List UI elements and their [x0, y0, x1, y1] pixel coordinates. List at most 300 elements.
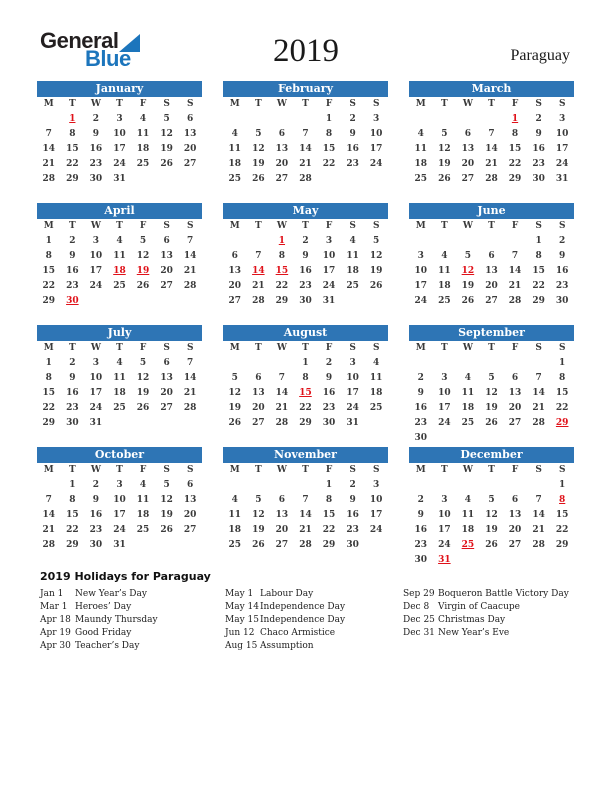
weekday-label: M: [415, 465, 426, 475]
date-cell: 3: [559, 113, 566, 124]
holiday-date-cell: 18: [113, 265, 126, 276]
date-cell: 15: [555, 509, 569, 520]
date-cell: 22: [555, 402, 569, 413]
month-may: [223, 203, 388, 325]
weekday-label: S: [558, 221, 566, 231]
date-cell: 12: [252, 143, 265, 154]
date-cell: 18: [228, 524, 242, 535]
empty-cell: [550, 430, 574, 445]
date-cell: 30: [414, 432, 428, 443]
date-cell: 18: [369, 387, 383, 398]
empty-cell: [480, 233, 504, 248]
date-cell: 25: [113, 280, 126, 291]
weekday-label: W: [462, 465, 473, 475]
date-cell: 16: [89, 509, 103, 520]
date-cell: 13: [461, 143, 475, 154]
date-cell: 4: [116, 235, 123, 246]
date-cell: 26: [369, 280, 383, 291]
date-cell: 7: [255, 250, 262, 261]
weekday-label: W: [462, 221, 473, 231]
month-august: [223, 325, 388, 447]
date-cell: 6: [255, 372, 262, 383]
date-cell: 20: [160, 387, 173, 398]
weekday-label: T: [488, 221, 495, 231]
date-cell: 24: [322, 280, 336, 291]
date-cell: 20: [183, 143, 197, 154]
date-cell: 28: [485, 173, 498, 184]
date-cell: 8: [535, 250, 542, 261]
date-cell: 10: [438, 387, 451, 398]
date-cell: 30: [322, 417, 336, 428]
date-cell: 23: [89, 158, 103, 169]
date-cell: 22: [42, 280, 56, 291]
empty-cell: [456, 477, 480, 492]
date-cell: 19: [485, 402, 498, 413]
holiday-entry-name: New Year’s Day: [75, 589, 147, 599]
date-cell: 11: [228, 509, 242, 520]
weekday-label: W: [276, 465, 287, 475]
holiday-date-cell: 12: [461, 265, 475, 276]
date-cell: 27: [183, 524, 197, 535]
empty-cell: [433, 111, 457, 126]
date-cell: 15: [322, 509, 336, 520]
holiday-entry: [403, 588, 580, 601]
empty-cell: [317, 171, 341, 186]
date-cell: 6: [464, 128, 472, 139]
date-cell: 19: [136, 387, 150, 398]
date-cell: 27: [275, 173, 289, 184]
date-cell: 10: [369, 494, 383, 505]
date-cell: 4: [373, 357, 380, 368]
date-cell: 13: [508, 387, 522, 398]
empty-cell: [364, 415, 388, 430]
date-cell: 9: [417, 387, 424, 398]
weekday-label: F: [511, 221, 519, 231]
date-cell: 21: [299, 524, 312, 535]
date-cell: 17: [346, 387, 359, 398]
date-cell: 15: [322, 143, 336, 154]
date-cell: 16: [414, 524, 428, 535]
date-cell: 28: [183, 402, 197, 413]
date-cell: 26: [485, 417, 498, 428]
empty-cell: [433, 355, 457, 370]
date-cell: 13: [275, 509, 289, 520]
date-cell: 28: [252, 295, 265, 306]
date-cell: 24: [438, 417, 451, 428]
date-cell: 12: [369, 250, 383, 261]
date-cell: 16: [532, 143, 545, 154]
date-cell: 23: [414, 417, 428, 428]
date-cell: 9: [559, 250, 566, 261]
date-cell: 22: [532, 280, 545, 291]
date-cell: 9: [69, 250, 76, 261]
date-cell: 5: [163, 479, 170, 490]
date-cell: 28: [299, 539, 312, 550]
date-cell: 11: [461, 387, 475, 398]
month-title: December: [409, 447, 574, 463]
date-cell: 24: [555, 158, 569, 169]
date-cell: 28: [183, 280, 197, 291]
date-cell: 24: [113, 524, 126, 535]
weekday-label: T: [116, 99, 123, 109]
empty-cell: [247, 233, 271, 248]
date-cell: 3: [92, 235, 100, 246]
holiday-entry: [225, 614, 403, 627]
weekday-label: W: [90, 221, 101, 231]
date-cell: 18: [136, 143, 150, 154]
weekday-label: T: [254, 221, 262, 231]
empty-cell: [503, 355, 527, 370]
date-cell: 13: [160, 372, 173, 383]
date-cell: 18: [414, 158, 428, 169]
date-cell: 6: [278, 128, 286, 139]
weekday-label: S: [535, 99, 542, 109]
date-cell: 20: [183, 509, 197, 520]
weekday-label: S: [558, 343, 566, 353]
date-cell: 4: [464, 372, 472, 383]
holiday-columns: [40, 588, 580, 653]
weekday-label: M: [415, 99, 426, 109]
date-cell: 26: [485, 539, 498, 550]
holiday-column: [403, 588, 580, 653]
empty-cell: [456, 111, 480, 126]
date-cell: 6: [187, 479, 194, 490]
month-title: August: [223, 325, 388, 341]
empty-cell: [409, 355, 433, 370]
date-cell: 29: [42, 417, 56, 428]
date-cell: 5: [255, 128, 262, 139]
holiday-entry-name: Heroes’ Day: [75, 602, 132, 612]
date-cell: 8: [325, 128, 333, 139]
date-cell: 7: [488, 128, 495, 139]
holiday-entry-date: Aug 15: [225, 641, 258, 651]
date-cell: 8: [69, 128, 76, 139]
date-cell: 1: [559, 479, 566, 490]
date-cell: 17: [89, 387, 103, 398]
empty-cell: [341, 171, 365, 186]
date-cell: 5: [373, 235, 380, 246]
date-cell: 15: [508, 143, 522, 154]
date-cell: 16: [89, 143, 103, 154]
date-cell: 26: [160, 158, 173, 169]
date-cell: 9: [349, 128, 356, 139]
empty-cell: [503, 552, 527, 567]
empty-cell: [409, 233, 433, 248]
weekday-label: S: [186, 221, 194, 231]
date-cell: 8: [45, 250, 52, 261]
date-cell: 6: [163, 235, 170, 246]
date-cell: 2: [92, 113, 100, 124]
date-cell: 22: [322, 158, 336, 169]
date-cell: 27: [508, 417, 522, 428]
date-cell: 5: [441, 128, 448, 139]
date-cell: 21: [252, 280, 265, 291]
date-cell: 8: [559, 372, 566, 383]
date-cell: 11: [136, 494, 150, 505]
date-cell: 23: [346, 158, 359, 169]
holiday-date-cell: 1: [69, 113, 76, 124]
holiday-entry-date: Apr 19: [40, 628, 71, 638]
date-cell: 19: [252, 158, 265, 169]
weekday-label: T: [254, 465, 262, 475]
weekday-label: F: [139, 343, 147, 353]
date-cell: 12: [228, 387, 242, 398]
holiday-column: [40, 588, 225, 653]
date-cell: 30: [89, 173, 103, 184]
empty-cell: [131, 171, 155, 186]
date-cell: 2: [417, 372, 424, 383]
date-cell: 16: [299, 265, 312, 276]
date-cell: 17: [555, 143, 569, 154]
date-cell: 22: [42, 402, 56, 413]
holiday-entry-date: Jun 12: [225, 628, 255, 638]
holiday-entry-name: Labour Day: [260, 589, 314, 599]
empty-cell: [84, 293, 108, 308]
weekday-label: F: [325, 221, 333, 231]
weekday-label: T: [68, 221, 76, 231]
month-title: January: [37, 81, 202, 97]
date-cell: 24: [89, 280, 103, 291]
date-cell: 30: [346, 539, 359, 550]
date-cell: 19: [485, 524, 498, 535]
holiday-date-cell: 15: [275, 265, 289, 276]
date-cell: 23: [532, 158, 545, 169]
weekday-label: S: [558, 99, 566, 109]
holiday-date-cell: 19: [136, 265, 150, 276]
weekday-label: S: [349, 221, 356, 231]
empty-cell: [550, 552, 574, 567]
date-cell: 23: [322, 402, 336, 413]
weekday-label: S: [349, 99, 356, 109]
date-cell: 17: [369, 143, 383, 154]
empty-cell: [527, 552, 551, 567]
weekday-label: T: [254, 343, 262, 353]
date-cell: 7: [302, 494, 309, 505]
weekday-label: S: [372, 99, 380, 109]
date-cell: 16: [346, 509, 359, 520]
holidays-title: 2019 Holidays for Paraguay: [40, 570, 211, 583]
date-cell: 7: [187, 357, 194, 368]
month-january: [37, 81, 202, 203]
weekday-label: M: [415, 221, 426, 231]
empty-cell: [247, 111, 271, 126]
date-cell: 1: [559, 357, 566, 368]
date-cell: 21: [299, 158, 312, 169]
empty-cell: [409, 477, 433, 492]
date-cell: 8: [69, 494, 76, 505]
date-cell: 5: [231, 372, 238, 383]
weekday-label: T: [440, 343, 448, 353]
month-october: [37, 447, 202, 569]
weekday-label: S: [372, 465, 380, 475]
date-cell: 12: [136, 250, 150, 261]
date-cell: 29: [299, 417, 312, 428]
page-title-year: 2019: [273, 33, 339, 69]
holiday-date-cell: 14: [252, 265, 265, 276]
date-cell: 21: [532, 402, 545, 413]
date-cell: 16: [66, 387, 79, 398]
month-april: [37, 203, 202, 325]
date-cell: 3: [92, 357, 100, 368]
date-cell: 2: [349, 479, 356, 490]
date-cell: 1: [45, 357, 52, 368]
date-cell: 23: [66, 280, 79, 291]
month-title: November: [223, 447, 388, 463]
date-cell: 3: [417, 250, 424, 261]
empty-cell: [527, 355, 551, 370]
weekday-label: S: [186, 99, 194, 109]
holiday-entry: [225, 627, 403, 640]
empty-cell: [364, 293, 388, 308]
date-cell: 28: [275, 417, 289, 428]
holiday-entry: [403, 601, 580, 614]
month-june: [409, 203, 574, 325]
weekday-label: T: [302, 343, 309, 353]
date-cell: 22: [66, 158, 79, 169]
empty-cell: [131, 415, 155, 430]
weekday-label: T: [254, 99, 262, 109]
holiday-entry-name: Independence Day: [260, 602, 346, 612]
date-cell: 10: [89, 372, 103, 383]
weekday-label: T: [68, 99, 76, 109]
date-cell: 7: [302, 128, 309, 139]
date-cell: 2: [69, 235, 76, 246]
date-cell: 11: [346, 250, 359, 261]
date-cell: 18: [461, 402, 475, 413]
empty-cell: [108, 415, 132, 430]
date-cell: 14: [532, 509, 545, 520]
date-cell: 10: [322, 250, 336, 261]
weekday-label: S: [186, 343, 194, 353]
empty-cell: [480, 430, 504, 445]
date-cell: 29: [508, 173, 522, 184]
date-cell: 19: [369, 265, 383, 276]
date-cell: 2: [302, 235, 309, 246]
date-cell: 18: [136, 509, 150, 520]
date-cell: 3: [349, 357, 356, 368]
empty-cell: [37, 111, 61, 126]
empty-cell: [456, 233, 480, 248]
empty-cell: [223, 355, 247, 370]
date-cell: 7: [45, 494, 52, 505]
date-cell: 17: [414, 280, 428, 291]
date-cell: 21: [508, 280, 522, 291]
holiday-entry-name: Assumption: [260, 641, 314, 651]
date-cell: 29: [66, 173, 79, 184]
weekday-label: W: [90, 99, 101, 109]
date-cell: 30: [532, 173, 545, 184]
holiday-entry-name: New Year’s Eve: [438, 628, 510, 638]
date-cell: 16: [346, 143, 359, 154]
holiday-entry-date: Apr 30: [40, 641, 71, 651]
date-cell: 15: [555, 387, 569, 398]
date-cell: 8: [278, 250, 286, 261]
month-title: October: [37, 447, 202, 463]
date-cell: 28: [532, 417, 545, 428]
date-cell: 13: [160, 250, 173, 261]
holiday-entry: [40, 614, 225, 627]
date-cell: 24: [369, 524, 383, 535]
date-cell: 12: [485, 387, 498, 398]
empty-cell: [270, 355, 294, 370]
date-cell: 13: [183, 128, 197, 139]
date-cell: 9: [302, 250, 309, 261]
date-cell: 26: [252, 539, 265, 550]
holiday-entry-date: Dec 25: [403, 615, 435, 625]
weekday-label: F: [325, 343, 333, 353]
weekday-label: T: [302, 221, 309, 231]
date-cell: 14: [299, 509, 312, 520]
date-cell: 14: [299, 143, 312, 154]
weekday-label: M: [43, 99, 54, 109]
date-cell: 17: [438, 524, 451, 535]
date-cell: 27: [508, 539, 522, 550]
date-cell: 26: [461, 295, 475, 306]
weekday-label: W: [276, 99, 287, 109]
date-cell: 26: [228, 417, 242, 428]
date-cell: 30: [555, 295, 569, 306]
weekday-label: S: [535, 221, 542, 231]
empty-cell: [480, 477, 504, 492]
date-cell: 19: [438, 158, 451, 169]
empty-cell: [433, 233, 457, 248]
date-cell: 6: [187, 113, 194, 124]
empty-cell: [480, 552, 504, 567]
date-cell: 13: [508, 509, 522, 520]
month-title: February: [223, 81, 388, 97]
empty-cell: [155, 537, 179, 552]
empty-cell: [527, 477, 551, 492]
empty-cell: [131, 537, 155, 552]
date-cell: 25: [414, 173, 428, 184]
date-cell: 24: [346, 402, 359, 413]
date-cell: 3: [116, 113, 123, 124]
date-cell: 25: [136, 158, 150, 169]
date-cell: 26: [136, 402, 150, 413]
weekday-label: F: [511, 99, 519, 109]
date-cell: 15: [66, 143, 79, 154]
weekday-label: T: [302, 99, 309, 109]
empty-cell: [433, 430, 457, 445]
date-cell: 10: [113, 128, 126, 139]
date-cell: 23: [555, 280, 569, 291]
date-cell: 17: [369, 509, 383, 520]
date-cell: 10: [89, 250, 103, 261]
holiday-entry-name: Good Friday: [75, 628, 132, 638]
date-cell: 2: [349, 113, 356, 124]
date-cell: 15: [42, 387, 56, 398]
date-cell: 1: [45, 235, 52, 246]
holiday-date-cell: 30: [66, 295, 79, 306]
date-cell: 25: [346, 280, 359, 291]
date-cell: 6: [163, 357, 170, 368]
weekday-label: F: [511, 343, 519, 353]
weekday-label: T: [116, 221, 123, 231]
date-cell: 14: [183, 250, 197, 261]
empty-cell: [503, 430, 527, 445]
date-cell: 28: [508, 295, 522, 306]
holiday-date-cell: 1: [511, 113, 519, 124]
date-cell: 12: [485, 509, 498, 520]
date-cell: 10: [369, 128, 383, 139]
date-cell: 20: [508, 402, 522, 413]
holiday-entry: [403, 627, 580, 640]
date-cell: 27: [252, 417, 265, 428]
empty-cell: [294, 477, 318, 492]
weekday-label: T: [488, 343, 495, 353]
date-cell: 13: [228, 265, 242, 276]
empty-cell: [341, 293, 365, 308]
